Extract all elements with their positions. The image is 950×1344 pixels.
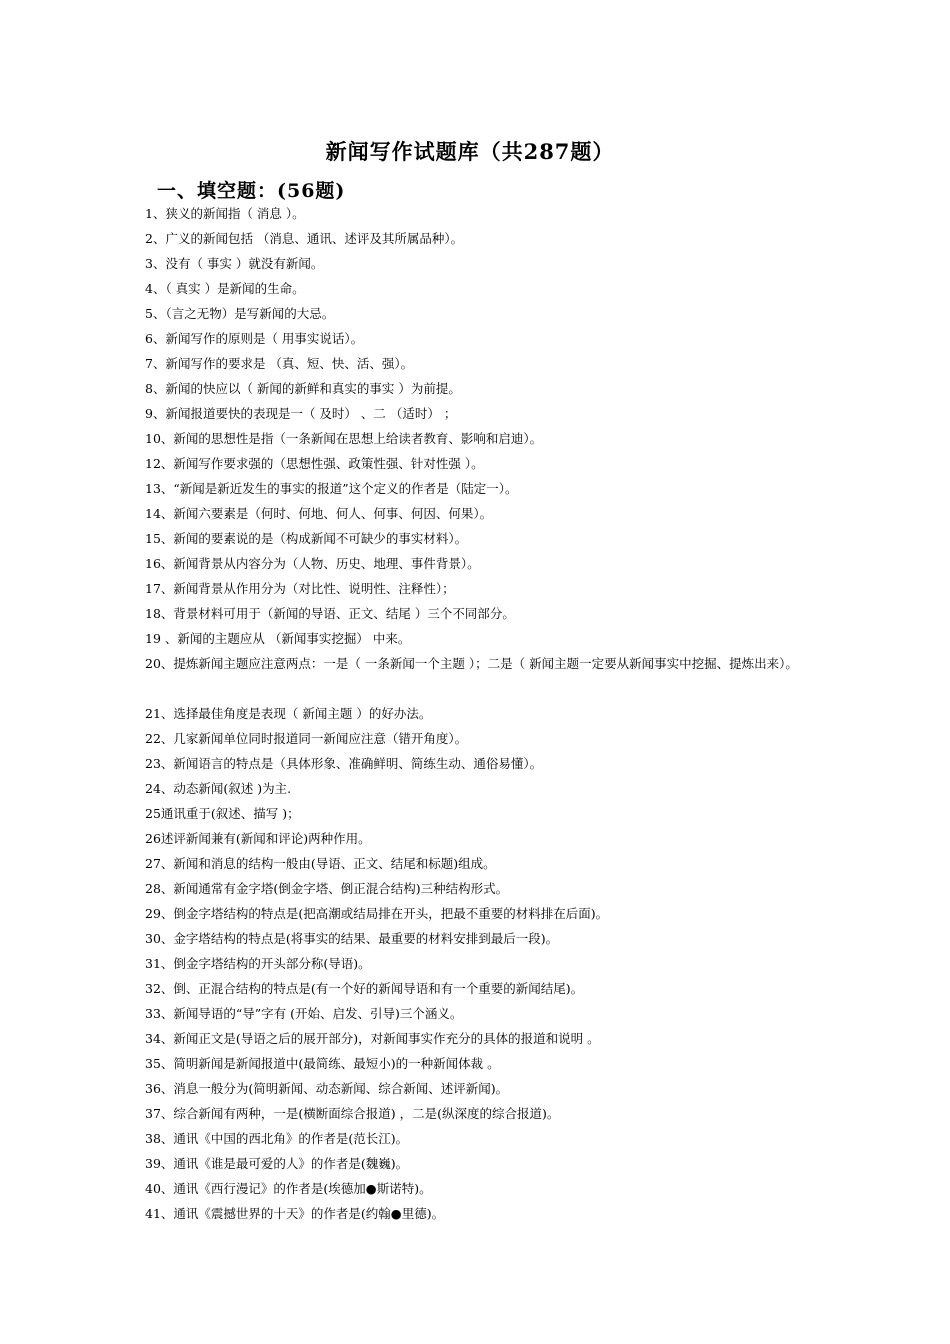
- question-item: 4、（ 真实 ）是新闻的生命。: [145, 281, 305, 296]
- question-item: 24、动态新闻(叙述 )为主.: [145, 781, 292, 796]
- question-item: 27、新闻和消息的结构一般由(导语、正文、结尾和标题)组成。: [145, 856, 496, 871]
- question-item: 36、消息一般分为(简明新闻、动态新闻、综合新闻、述评新闻)。: [145, 1081, 509, 1096]
- question-item: 12、新闻写作要求强的（思想性强、政策性强、针对性强 ）。: [145, 456, 484, 471]
- question-item: 28、新闻通常有金字塔(倒金字塔、倒正混合结构)三种结构形式。: [145, 881, 509, 896]
- question-item: 40、通讯《西行漫记》的作者是(埃德加●斯诺特)。: [145, 1181, 432, 1196]
- question-item: 1、狭义的新闻指（ 消息 ）。: [145, 206, 305, 221]
- question-item: 19 、新闻的主题应从 （新闻事实挖掘） 中来。: [145, 631, 411, 646]
- question-item: 29、倒金字塔结构的特点是(把高潮或结局排在开头，把最不重要的材料排在后面)。: [145, 906, 609, 921]
- question-item: 25通讯重于(叙述、描写 )；: [145, 806, 300, 821]
- question-item: 10、新闻的思想性是指（一条新闻在思想上给读者教育、影响和启迪）。: [145, 431, 543, 446]
- question-item: 14、新闻六要素是（何时、何地、何人、何事、何因、何果）。: [145, 506, 493, 521]
- question-item: 8、新闻的快应以（ 新闻的新鲜和真实的事实 ）为前提。: [145, 381, 461, 396]
- question-item: 16、新闻背景从内容分为（人物、历史、地理、事件背景）。: [145, 556, 480, 571]
- question-item: 34、新闻正文是(导语之后的展开部分)，对新闻事实作充分的具体的报道和说明 。: [145, 1031, 600, 1046]
- question-item: 15、新闻的要素说的是（构成新闻不可缺少的事实材料）。: [145, 531, 468, 546]
- question-item: 33、新闻导语的“导”字有 (开始、启发、引导)三个涵义。: [145, 1006, 463, 1021]
- question-item: 38、通讯《中国的西北角》的作者是(范长江)。: [145, 1131, 409, 1146]
- question-item: 41、通讯《震撼世界的十天》的作者是(约翰●里德)。: [145, 1206, 445, 1221]
- question-item: 13、“新闻是新近发生的事实的报道”这个定义的作者是（陆定一）。: [145, 481, 518, 496]
- question-item: 22、几家新闻单位同时报道同一新闻应注意（错开角度）。: [145, 731, 468, 746]
- section-heading: 一、填空题：(56题): [157, 180, 346, 202]
- question-list: [145, 201, 825, 1226]
- question-item: 39、通讯《谁是最可爱的人》的作者是(魏巍)。: [145, 1156, 409, 1171]
- document-title: 新闻写作试题库（共287题）: [325, 139, 615, 164]
- question-item: 9、新闻报道要快的表现是一（ 及时） 、二 （适时） ；: [145, 406, 457, 421]
- question-item: 30、金字塔结构的特点是(将事实的结果、最重要的材料安排到最后一段)。: [145, 931, 559, 946]
- question-item: 26述评新闻兼有(新闻和评论)两种作用。: [145, 831, 371, 846]
- question-item: 5、（言之无物）是写新闻的大忌。: [145, 306, 335, 321]
- question-item: 2、广义的新闻包括 （消息、通讯、述评及其所属品种）。: [145, 231, 464, 246]
- question-item: 23、新闻语言的特点是（具体形象、准确鲜明、简练生动、通俗易懂）。: [145, 756, 543, 771]
- question-item: 17、新闻背景从作用分为（对比性、说明性、注释性）；: [145, 581, 455, 596]
- question-item: 31、倒金字塔结构的开头部分称(导语)。: [145, 956, 371, 971]
- question-item: 37、综合新闻有两种，一是(横断面综合报道) ，二是(纵深度的综合报道)。: [145, 1106, 560, 1121]
- question-item: 35、简明新闻是新闻报道中(最简练、最短小)的一种新闻体裁 。: [145, 1056, 500, 1071]
- question-item: 32、倒、正混合结构的特点是(有一个好的新闻导语和有一个重要的新闻结尾)。: [145, 981, 584, 996]
- question-item: 20、提炼新闻主题应注意两点：一是（ 一条新闻一个主题 ）；二是（ 新闻主题一定要从新闻事实中挖掘、提炼出来）。: [145, 656, 798, 671]
- question-item: 18、背景材料可用于（新闻的导语、正文、结尾 ）三个不同部分。: [145, 606, 515, 621]
- question-item: 21、选择最佳角度是表现（ 新闻主题 ）的好办法。: [145, 706, 432, 721]
- question-item: 6、新闻写作的原则是（ 用事实说话）。: [145, 331, 364, 346]
- question-item: 3、没有（ 事实 ）就没有新闻。: [145, 256, 324, 271]
- question-item: 7、新闻写作的要求是 （真、短、快、活、强）。: [145, 356, 414, 371]
